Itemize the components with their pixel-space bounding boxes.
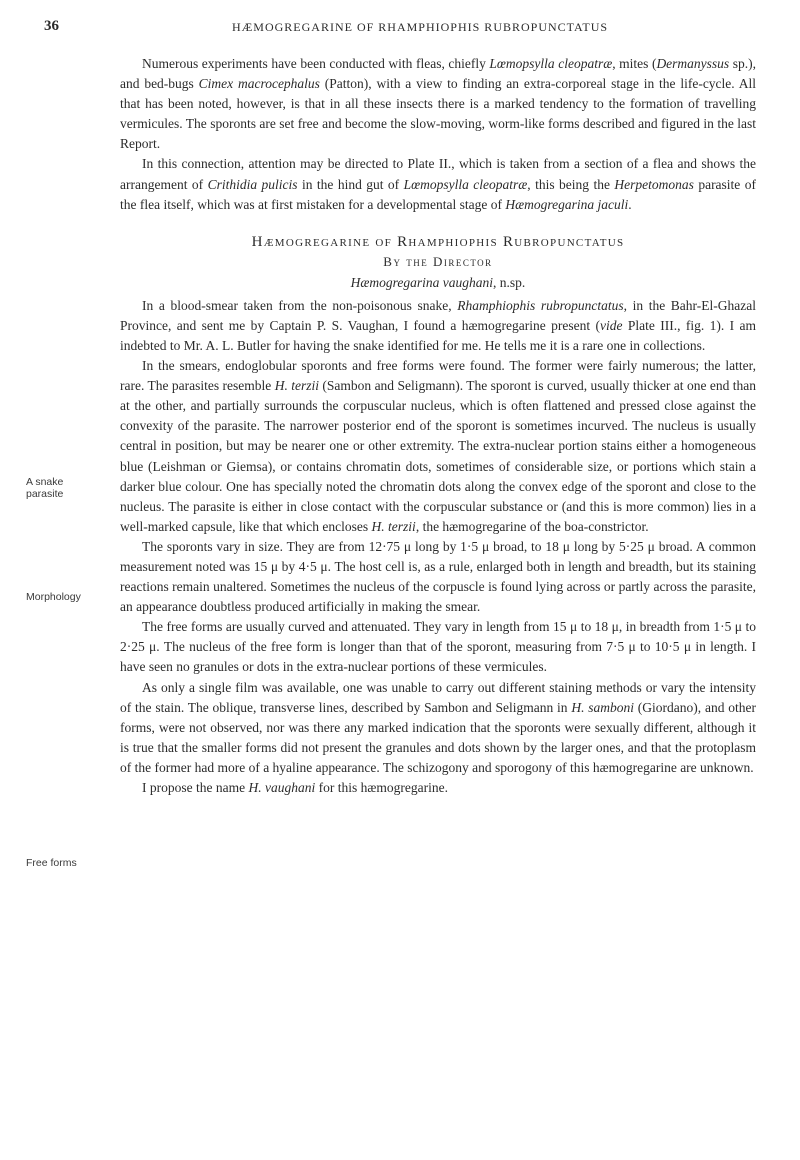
paragraph-plate-ii (120, 154, 756, 214)
section-title: Hæmogregarine of Rhamphiophis Rubropunctatus (251, 233, 625, 250)
italic-run: Hæmogregarina jaculi (505, 196, 629, 212)
text-run: The sporonts vary in size. They are from 12·75 μ long by 1·5 μ broad, to 18 μ long by 5·25 μ broad. A common measurement noted was 15 μ by 4·5 μ. The host cell is, as a rule, enlarged both in length and breadth, but its staining reactions remain unaltered. Sometimes the nucleus of the corpuscle is found lying across or partly across the parasite, an appearance doubtless produced artificially in making the smear. (120, 538, 756, 615)
paragraph-sporont-size (120, 537, 756, 617)
paragraph-morphology (120, 356, 756, 537)
species-name (120, 272, 756, 294)
text-run: sp.), and bed-bugs (120, 56, 756, 92)
italic-run: H. terzii (274, 378, 319, 394)
italic-run: H. vaughani (248, 780, 316, 795)
text-run: The free forms are usually curved and attenuated. They vary in length from 15 μ to 18 μ, in breadth from 1·5 μ to 2·25 μ. The nucleus of the free form is longer than that of the sporont, measuring from 7·5 μ to 10·5 μ in length. I have seen no granules or dots in the extra-nuclear portions of these vermicules. (120, 619, 756, 675)
text-run: . (628, 196, 632, 212)
margin-note-line: A snake (26, 476, 64, 488)
text-run: In a blood-smear taken from the non-poisonous snake, (142, 297, 458, 313)
text-run: Plate III., fig. 1). I am indebted to Mr. A. L. Butler for having the snake identified for me. He tells me it is a rare one in collections. (120, 317, 756, 353)
margin-note-line: parasite (26, 488, 64, 500)
italic-run: H. samboni (571, 699, 635, 715)
italic-run: Crithidia pulicis (207, 176, 298, 192)
text-run: in the hind gut of (297, 176, 404, 192)
italic-run: Rhamphiophis rubropunctatus (457, 297, 624, 313)
text-run: (Patton), with a view to finding an extra-corporeal stage in the life-cycle. All that has been noted, however, is that in all these insects there is a marked tendency to the formation of travelling vermicules. The sporonts are set free and become the slow-moving, worm-like forms described and figured in the last Report. (120, 76, 756, 152)
text-run: for this hæmogregarine. (315, 780, 448, 795)
paragraph-proposed-name (120, 778, 756, 798)
margin-note-line: Morphology (26, 591, 81, 603)
text-run: , this being the (527, 176, 615, 192)
margin-note-line: Free forms (26, 857, 77, 869)
paragraph-blood-smear (120, 296, 756, 356)
section-byline: By the Director (383, 253, 493, 269)
text-run: In the smears, endoglobular sporonts and free forms were found. The former were fairly numerous; the latter, rare. The parasites resemble (120, 358, 756, 394)
species-suffix: , n.sp. (493, 274, 526, 290)
italic-run: Herpetomonas (614, 176, 694, 192)
paragraph-staining (120, 678, 756, 778)
italic-run: vide (599, 317, 623, 333)
text-run: Numerous experiments have been conducted with fleas, chiefly (142, 56, 490, 71)
running-title: HÆMOGREGARINE OF RHAMPHIOPHIS RUBROPUNCTATUS (231, 20, 609, 34)
italic-run: H. terzii (371, 518, 416, 534)
italic-run: Dermanyssus (656, 56, 730, 71)
italic-run: Lœmopsylla cleopatræ (489, 56, 613, 71)
article-body (120, 54, 756, 798)
margin-note-snake-parasite (26, 476, 106, 500)
text-run: , in the Bahr-El-Ghazal Province, and sent me by Captain P. S. Vaughan, I found a hæmogregarine present ( (120, 297, 756, 333)
italic-run: Cimex macrocephalus (198, 76, 320, 92)
text-run: In this connection, attention may be directed to Plate II., which is taken from a section of a flea and shows the arrangement of (120, 156, 756, 192)
text-run: As only a single film was available, one was unable to carry out different staining methods or vary the intensity of the stain. The oblique, transverse lines, described by Sambon and Seligmann in (120, 679, 756, 715)
text-run: I propose the name (142, 780, 249, 795)
margin-note-free-forms (26, 857, 106, 869)
text-run: , mites ( (612, 56, 657, 71)
text-run: parasite of the flea itself, which was at first mistaken for a developmental stage of (120, 176, 756, 212)
italic-run: Lœmopsylla cleopatræ (403, 176, 528, 192)
species-italic: Hæmogregarina vaughani (350, 274, 494, 290)
page-number: 36 (44, 18, 59, 34)
text-run: (Sambon and Seligmann). The sporont is curved, usually thicker at one end than at the other, and partially surrounds the corpuscular nucleus, which is often flattened and pressed close against the convexity of the parasite. The narrower posterior end of the sporont is sometimes incurved. The nucleus is usually central in position, but may be nearer one or other extremity. The extra-nuclear portion stains either a homogeneous blue (Leishman or Giemsa), or contains chromatin dots, sometimes of considerable size, or portions which stain a darker blue colour. One has specially noted the chromatin dots along the convex edge of the sporont and close to the nucleus. The parasite is either in close contact with the corpuscular substance or (and this is more common) lies in a well-marked capsule, like that which encloses (120, 378, 756, 534)
text-run: , the hæmogregarine of the boa-constrictor. (415, 518, 649, 534)
text-run: (Giordano), and other forms, were not observed, nor was there any marked indication that the sporonts were sexually different, although it is true that the smaller forms did not present the granules and dots shown by the larger ones, and that the protoplasm of the former had more of a hyaline appearance. The schizogony and sporogony of this hæmogregarine are unknown. (120, 699, 756, 775)
paragraph-experiments (120, 54, 756, 154)
margin-note-morphology (26, 591, 106, 603)
paragraph-free-forms (120, 617, 756, 677)
